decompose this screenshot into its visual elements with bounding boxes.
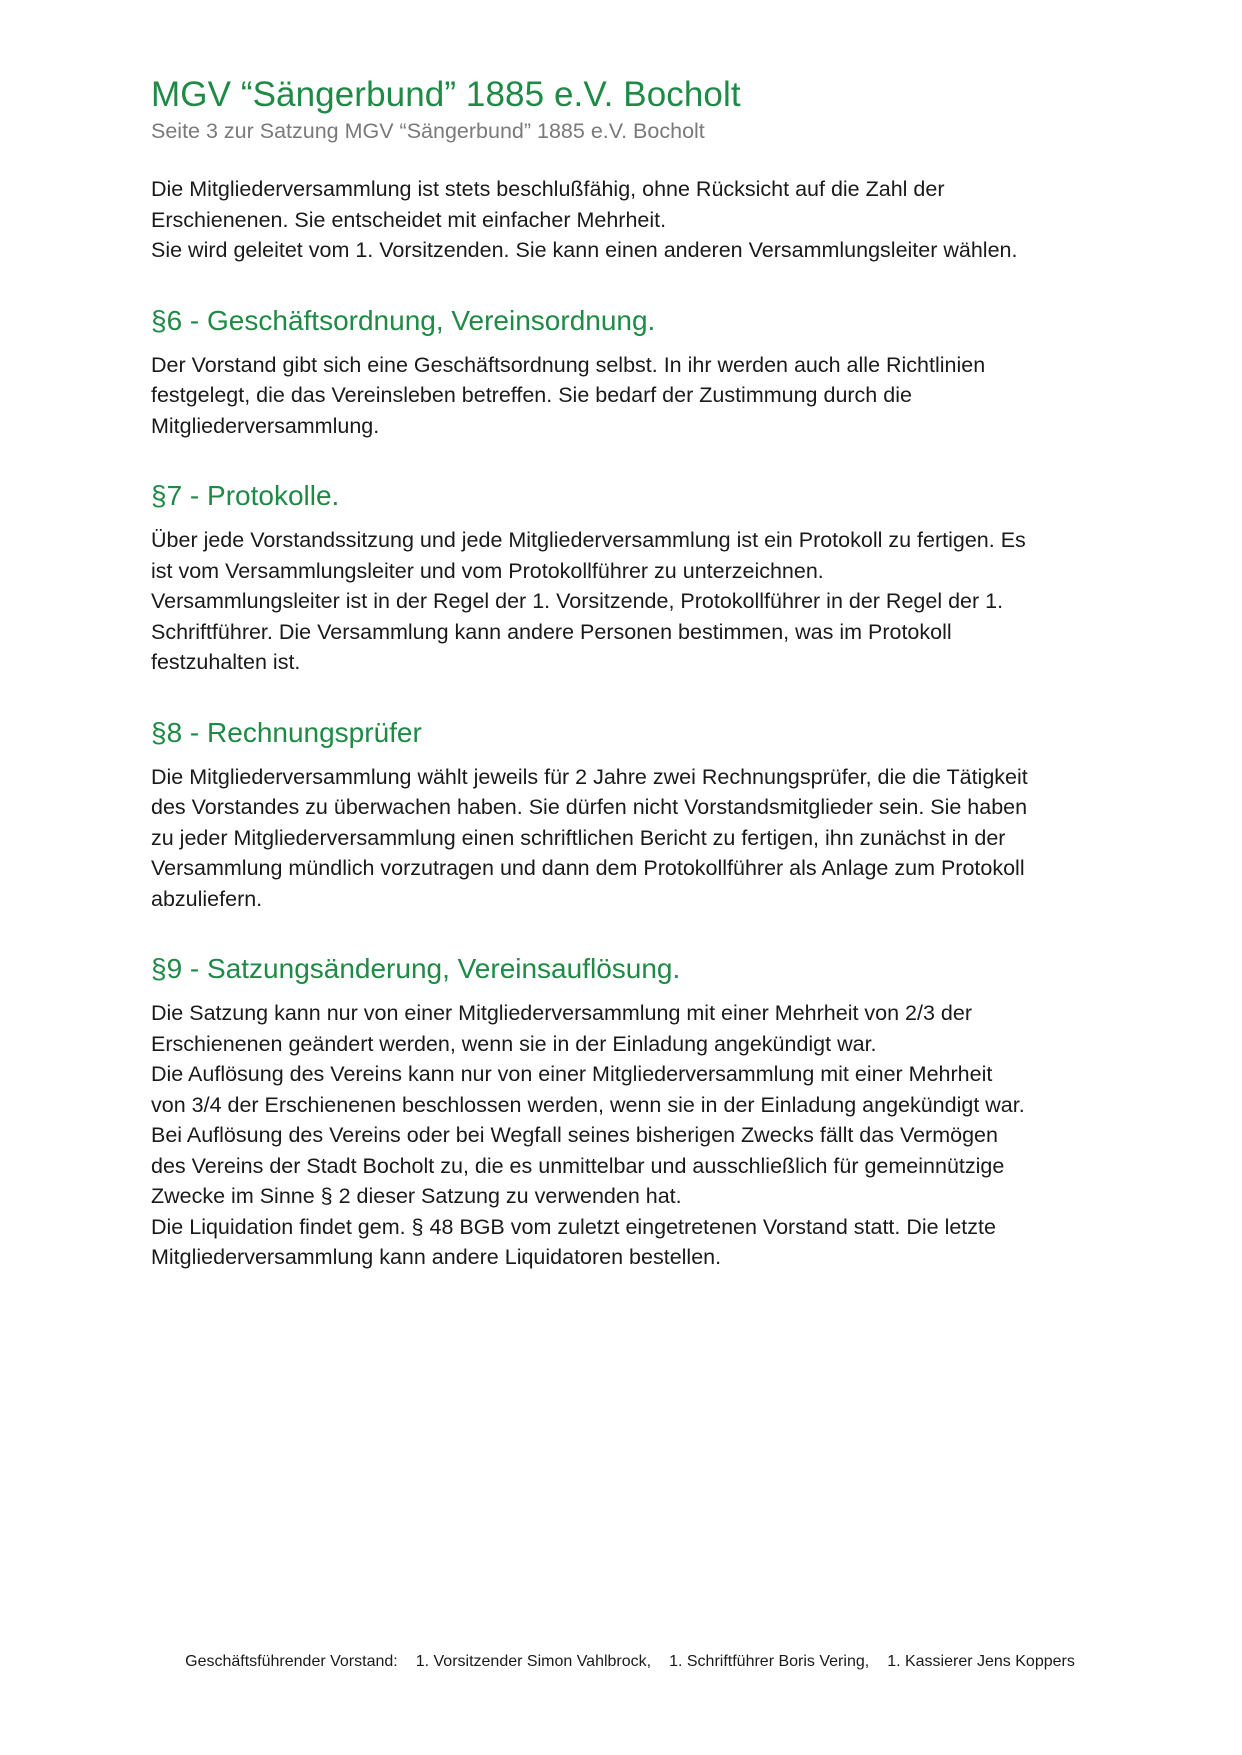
- body-line: festzuhalten ist.: [151, 650, 301, 674]
- section-7: [151, 479, 1101, 678]
- body-line: Die Liquidation findet gem. § 48 BGB vom zuletzt eingetretenen Vorstand statt. Die letzte: [151, 1214, 996, 1239]
- body-line: Erschienenen geändert werden, wenn sie in der Einladung angekündigt war.: [151, 1031, 877, 1056]
- body-line: festgelegt, die das Vereinsleben betreffen. Sie bedarf der Zustimmung durch die: [151, 383, 912, 407]
- section-heading: §6 - Geschäftsordnung, Vereinsordnung.: [151, 304, 656, 336]
- body-line: Über jede Vorstandssitzung und jede Mitgliederversammlung ist ein Protokoll zu fertigen. Es: [151, 528, 1026, 552]
- body-line: Bei Auflösung des Vereins oder bei Wegfall seines bisherigen Zwecks fällt das Vermögen: [151, 1123, 998, 1147]
- body-line: Die Satzung kann nur von einer Mitgliederversammlung mit einer Mehrheit von 2/3 der: [151, 1001, 972, 1025]
- body-line: Die Auflösung des Vereins kann nur von einer Mitgliederversammlung mit einer Mehrheit: [151, 1062, 993, 1086]
- body-line: von 3/4 der Erschienenen beschlossen werden, wenn sie in der Einladung angekündigt war.: [151, 1092, 1025, 1117]
- section-heading: §8 - Rechnungsprüfer: [151, 716, 422, 748]
- body-line: Versammlung mündlich vorzutragen und dann dem Protokollführer als Anlage zum Protokoll: [151, 856, 1025, 880]
- section-body: [151, 525, 1101, 678]
- body-line: des Vorstandes zu überwachen haben. Sie dürfen nicht Vorstandsmitglieder sein. Sie haben: [151, 795, 1028, 819]
- intro-paragraph: [151, 174, 1101, 266]
- body-line: Schriftführer. Die Versammlung kann andere Personen bestimmen, was im Protokoll: [151, 619, 952, 644]
- footer-label: Geschäftsführender Vorstand:: [185, 1653, 398, 1670]
- document-title: MGV “Sängerbund” 1885 e.V. Bocholt: [151, 75, 741, 114]
- body-line: Mitgliederversammlung kann andere Liquidatoren bestellen.: [151, 1245, 722, 1269]
- section-8: [151, 716, 1101, 915]
- page-footer: [0, 1652, 1242, 1672]
- section-body: [151, 762, 1101, 915]
- intro-line: Die Mitgliederversammlung ist stets beschlußfähig, ohne Rücksicht auf die Zahl der: [151, 177, 945, 201]
- body-line: Zwecke im Sinne § 2 dieser Satzung zu verwenden hat.: [151, 1184, 682, 1208]
- document-subtitle: Seite 3 zur Satzung MGV “Sängerbund” 1885 e.V. Bocholt: [151, 119, 705, 143]
- body-line: Mitgliederversammlung.: [151, 413, 380, 438]
- body-line: abzuliefern.: [151, 886, 263, 911]
- section-body: [151, 350, 1101, 442]
- body-line: Die Mitgliederversammlung wählt jeweils für 2 Jahre zwei Rechnungsprüfer, die die Tätigkeit: [151, 764, 1028, 789]
- body-line: Der Vorstand gibt sich eine Geschäftsordnung selbst. In ihr werden auch alle Richtlinien: [151, 352, 986, 377]
- footer-chair: 1. Vorsitzender Simon Vahlbrock,: [415, 1653, 652, 1670]
- intro-line: Sie wird geleitet vom 1. Vorsitzenden. Sie kann einen anderen Versammlungsleiter wählen.: [151, 238, 1018, 262]
- body-line: Versammlungsleiter ist in der Regel der 1. Vorsitzende, Protokollführer in der Regel der 1.: [151, 589, 1004, 613]
- body-line: ist vom Versammlungsleiter und vom Protokollführer zu unterzeichnen.: [151, 558, 824, 583]
- section-9: [151, 952, 1101, 1273]
- section-6: [151, 304, 1101, 442]
- section-heading: §7 - Protokolle.: [151, 480, 340, 511]
- section-body: [151, 998, 1101, 1273]
- footer-secretary: 1. Schriftführer Boris Vering,: [669, 1653, 870, 1670]
- section-heading: §9 - Satzungsänderung, Vereinsauflösung.: [151, 953, 681, 984]
- body-line: zu jeder Mitgliederversammlung einen schriftlichen Bericht zu fertigen, ihn zunächst in der: [151, 825, 1006, 850]
- footer-treasurer: 1. Kassierer Jens Koppers: [887, 1653, 1075, 1670]
- intro-line: Erschienenen. Sie entscheidet mit einfacher Mehrheit.: [151, 207, 667, 232]
- document-page: [151, 74, 1101, 1273]
- body-line: des Vereins der Stadt Bocholt zu, die es unmittelbar und ausschließlich für gemeinnützige: [151, 1153, 1005, 1178]
